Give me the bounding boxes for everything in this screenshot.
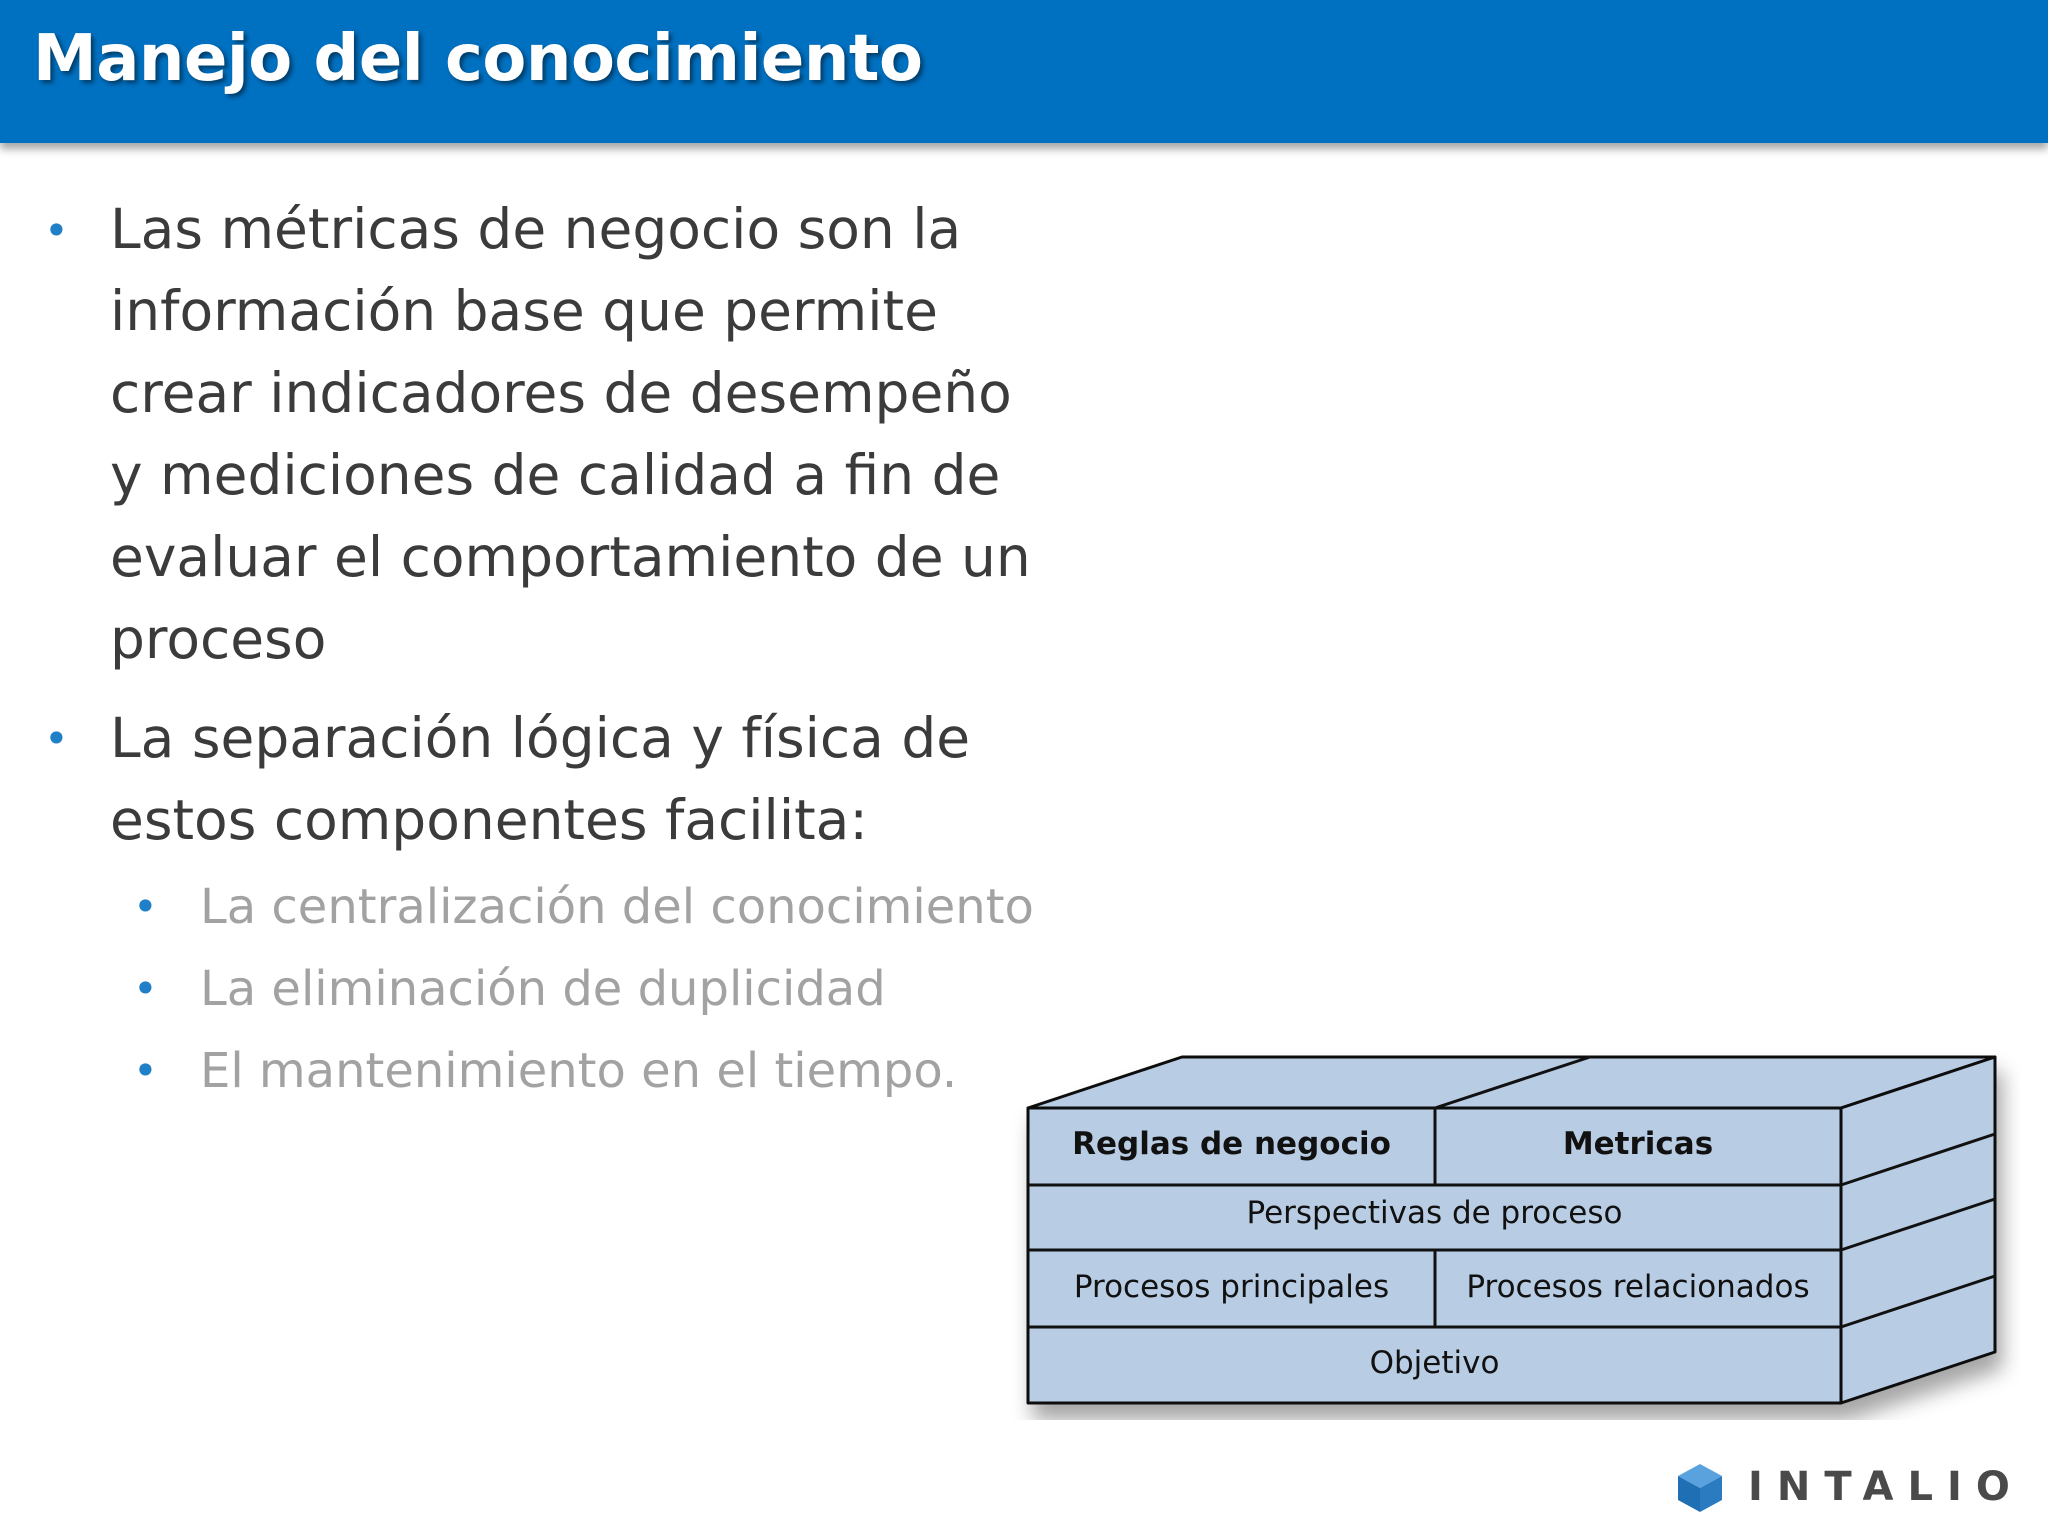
sub-bullet-item: El mantenimiento en el tiempo. bbox=[200, 1043, 958, 1099]
logo-wordmark: INTALIO bbox=[1748, 1464, 2024, 1510]
bullet-dot-icon: • bbox=[44, 206, 69, 255]
slide-title: Manejo del conocimiento bbox=[33, 22, 923, 96]
cell-objetivo: Objetivo bbox=[1369, 1345, 1500, 1381]
cell-perspectivas-de-proceso: Perspectivas de proceso bbox=[1246, 1195, 1623, 1231]
bullet-item: La separación lógica y física de estos componentes facilita: bbox=[110, 706, 971, 852]
cell-metricas: Metricas bbox=[1562, 1126, 1714, 1162]
cube-icon bbox=[1676, 1462, 1724, 1514]
cell-reglas-de-negocio: Reglas de negocio bbox=[1072, 1126, 1391, 1162]
sub-bullet-item: La centralización del conocimiento bbox=[200, 879, 1034, 935]
sub-bullet-dot-icon: • bbox=[133, 964, 158, 1013]
bullet-dot-icon: • bbox=[44, 714, 69, 763]
sub-bullet-item: La eliminación de duplicidad bbox=[200, 961, 886, 1017]
sub-bullet-dot-icon: • bbox=[133, 882, 158, 931]
cell-procesos-principales: Procesos principales bbox=[1073, 1269, 1390, 1305]
cell-procesos-relacionados: Procesos relacionados bbox=[1466, 1269, 1810, 1305]
bullet-item: Las métricas de negocio son la información base que permite crear indicadores de desempeño y mediciones de calidad a fin de evaluar el comportamiento de un proceso bbox=[110, 197, 1031, 671]
intalio-logo bbox=[1676, 1462, 2026, 1514]
sub-bullet-dot-icon: • bbox=[133, 1046, 158, 1095]
diagram-side-face bbox=[1841, 1057, 1995, 1403]
knowledge-layers-diagram bbox=[1010, 1040, 2020, 1420]
